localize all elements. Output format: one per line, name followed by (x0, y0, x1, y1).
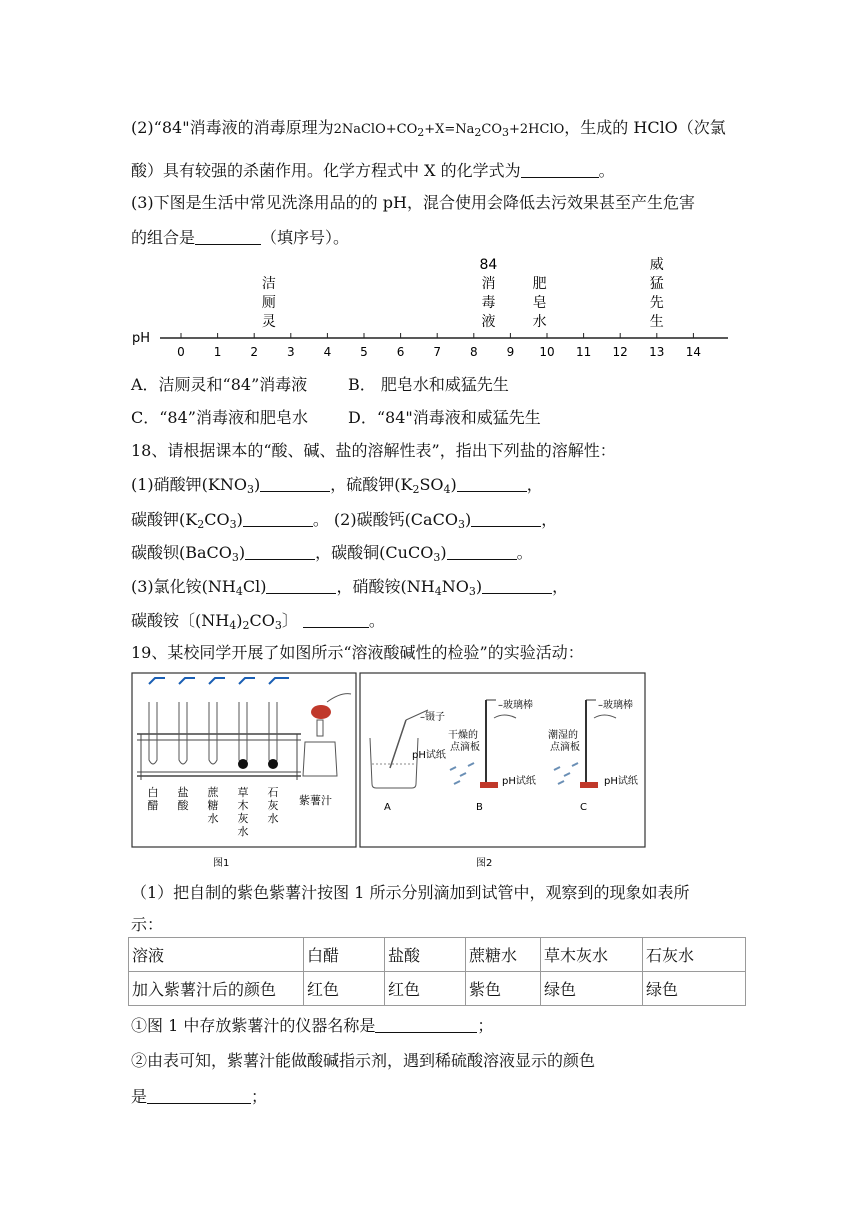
ph-tick-label: 8 (469, 345, 478, 359)
q18-line-4 (131, 574, 568, 598)
tube-label (268, 786, 279, 825)
q17-text: (2)“84"消毒液的消毒原理为 (131, 118, 334, 137)
option-a[interactable] (131, 372, 307, 395)
tube-label-char: 醋 (147, 799, 159, 812)
answer-blank[interactable] (521, 163, 599, 178)
q19-text: ②由表可知，紫薯汁能做酸碱指示剂，遇到稀硫酸溶液显示的颜色 (131, 1051, 596, 1070)
q18-text: 〕 (281, 611, 298, 630)
q18-text: NO (441, 577, 469, 596)
table-cell: 绿色 (643, 972, 746, 1006)
table-row-header (129, 938, 746, 972)
q18-line-3 (131, 540, 533, 564)
figure-2-caption: 图2 (476, 858, 493, 869)
option-d-label: D．“84"消毒液和威猛先生 (348, 408, 541, 427)
q19-sub-2b (131, 1084, 267, 1107)
q18-sub: 3 (229, 518, 237, 531)
ph-marker-char: 洁 (261, 276, 276, 292)
table-cell: 盐酸 (385, 938, 466, 972)
ph-tick-label: 10 (539, 345, 555, 359)
q18-text: ) (440, 543, 447, 562)
q18-sub: 3 (468, 585, 476, 598)
part-a-label: A (384, 802, 391, 813)
q18-sub: 4 (434, 585, 442, 598)
table-cell: 红色 (304, 972, 385, 1006)
tube-label-char: 白 (147, 786, 159, 799)
q18-sub: 4 (235, 585, 243, 598)
q18-text: Cl) (242, 577, 267, 596)
q18-text: ，硝酸铵(NH (336, 577, 435, 596)
ph-marker-char: 消 (481, 276, 496, 292)
ph-tick-label: 7 (433, 345, 442, 359)
q18-text: ) (253, 475, 261, 494)
q18-line-1 (131, 472, 543, 496)
ph-tick-label: 13 (649, 345, 665, 359)
q18-sub: 2 (242, 619, 250, 632)
ph-marker-char: 生 (649, 314, 664, 330)
q18-text: ) (236, 510, 243, 529)
q19-text: 是 (131, 1087, 148, 1106)
answer-blank[interactable] (471, 512, 541, 527)
figure-2 (358, 672, 648, 872)
tube-label-char: 盐 (177, 786, 189, 799)
table-cell: 溶液 (129, 938, 304, 972)
ph-marker-char: 威 (649, 257, 664, 273)
ph-tick-label: 1 (213, 345, 222, 359)
q17-text: ，生成的 HClO（次氯 (564, 118, 726, 137)
q18-text: (1)硝酸钾(KNO (131, 475, 247, 494)
tube-label-char: 灰 (267, 799, 279, 812)
table-cell: 加入紫薯汁后的颜色 (129, 972, 304, 1006)
q18-line-2 (131, 507, 557, 531)
q18-text: ， (552, 577, 569, 596)
dry-plate-label-2: 点滴板 (450, 742, 480, 753)
option-d[interactable] (348, 405, 541, 428)
ph-tick-label: 3 (286, 345, 295, 359)
option-b-label: B． 肥皂水和威猛先生 (348, 375, 509, 394)
ph-tick-label: 9 (506, 345, 515, 359)
answer-blank[interactable] (260, 477, 330, 492)
tube-label (208, 785, 220, 825)
part-c-label: C (580, 802, 587, 813)
q18-title (131, 438, 616, 461)
ph-marker-char: 先 (649, 295, 664, 311)
figure-1 (131, 672, 361, 872)
q18-text: 。 (368, 611, 385, 630)
color-table (128, 937, 746, 1006)
ph-tick-label: 6 (396, 345, 405, 359)
q18-text: ) (475, 577, 483, 596)
q18-text: 。 (516, 543, 533, 562)
ph-marker-char: 肥 (532, 276, 547, 292)
q17-line-5 (131, 225, 349, 248)
answer-blank[interactable] (243, 512, 313, 527)
answer-blank[interactable] (303, 613, 369, 628)
tube-label-char: 石 (267, 786, 279, 799)
figure-1-caption: 图1 (213, 858, 230, 869)
eq-part: CO (481, 122, 503, 137)
tube-label-char: 酸 (177, 799, 189, 812)
wet-plate-label-2: 点滴板 (550, 742, 580, 753)
q17-line-4 (131, 190, 695, 213)
eq-part: 2NaClO+CO (333, 122, 418, 137)
ph-marker (533, 276, 547, 330)
q19-title-text: 19、某校同学开展了如图所示“溶液酸碱性的检验”的实验活动： (131, 643, 584, 662)
table-cell: 蔗糖水 (466, 938, 541, 972)
tube-label-char: 水 (267, 812, 279, 825)
ph-marker-char: 毒 (481, 295, 496, 311)
q18-sub: 2 (412, 483, 420, 496)
ph-tick-label: 12 (612, 345, 628, 359)
tweezers-label: –镊子 (420, 712, 445, 723)
ph-axis-label: pH (132, 331, 151, 346)
eq-sub: 2 (417, 126, 425, 139)
q18-sub: 4 (229, 619, 237, 632)
q19-text: 示： (131, 915, 164, 934)
q18-sub: 4 (443, 483, 451, 496)
answer-blank[interactable] (195, 230, 261, 245)
answer-blank[interactable] (457, 477, 527, 492)
q18-text: ) (450, 475, 457, 494)
q19-title (131, 640, 584, 663)
q17-line-2 (131, 115, 726, 139)
ph-marker (650, 256, 664, 330)
q18-text: CO (249, 611, 275, 630)
ph-marker-char: 液 (481, 314, 496, 330)
table-cell: 石灰水 (643, 938, 746, 972)
answer-blank[interactable] (147, 1089, 251, 1104)
table-cell: 草木灰水 (541, 938, 643, 972)
equation (334, 122, 565, 137)
q17-text: 。 (598, 161, 615, 180)
answer-blank[interactable] (482, 579, 552, 594)
ph-scale-figure (0, 255, 860, 365)
ph-marker-char: 猛 (649, 276, 664, 292)
q18-text: ， (526, 475, 543, 494)
option-a-label: A．洁厕灵和“84”消毒液 (131, 375, 308, 394)
q18-text: CO (204, 510, 230, 529)
answer-blank[interactable] (245, 545, 315, 560)
ph-marker-char: 84 (479, 257, 498, 273)
eq-sub: 2 (474, 126, 482, 139)
q18-text: (3)氯化铵(NH (131, 577, 236, 596)
ph-tick-label: 11 (575, 345, 592, 359)
q17-text: 酸）具有较强的杀菌作用。化学方程式中 X 的化学式为 (131, 161, 521, 180)
q17-text: （填序号）。 (261, 228, 350, 247)
q19-text: ； (251, 1087, 268, 1106)
tube-label (148, 786, 159, 812)
q17-line-3 (131, 158, 615, 181)
table-cell: 紫色 (466, 972, 541, 1006)
ph-marker-char: 厕 (261, 295, 276, 311)
q18-text: 碳酸铵〔(NH (131, 611, 230, 630)
q17-text: (3)下图是生活中常见洗涤用品的的 pH，混合使用会降低去污效果甚至产生危害 (131, 193, 695, 212)
q19-p1-b (131, 912, 163, 935)
ph-ticks (177, 333, 701, 359)
ph-paper-label-a: pH试纸 (412, 750, 446, 761)
ph-tick-label: 4 (323, 345, 332, 359)
q19-text: ①图 1 中存放紫薯汁的仪器名称是 (131, 1016, 376, 1035)
q18-sub: 3 (274, 619, 282, 632)
q18-text: 。 (2)碳酸钙(CaCO (312, 510, 458, 529)
ph-paper-label-b: pH试纸 (502, 776, 536, 787)
q19-sub-1 (131, 1013, 493, 1036)
q18-sub: 3 (231, 551, 239, 564)
option-b[interactable] (348, 372, 509, 395)
table-cell: 红色 (385, 972, 466, 1006)
q19-text: （1）把自制的紫色紫薯汁按图 1 所示分别滴加到试管中，观察到的现象如表所 (131, 883, 690, 902)
tube-label (238, 785, 249, 838)
ph-marker-char: 皂 (532, 295, 547, 311)
tube-label-char: 糖 (207, 799, 219, 812)
ph-paper-label-c: pH试纸 (604, 776, 638, 787)
eq-part: +X=Na (424, 122, 475, 137)
ph-tick-label: 0 (177, 345, 185, 359)
q18-text: ，硫酸钾(K (330, 475, 413, 494)
ph-tick-label: 14 (685, 345, 702, 359)
tube-label-char: 蔗 (207, 786, 219, 799)
table-cell: 绿色 (541, 972, 643, 1006)
q18-sub: 2 (197, 518, 205, 531)
ph-tick-label: 2 (250, 345, 259, 359)
ph-marker (480, 257, 498, 330)
option-c[interactable] (131, 405, 308, 428)
q18-text: ) (238, 543, 246, 562)
glass-rod-label-b: –玻璃棒 (498, 700, 533, 711)
q18-sub: 3 (433, 551, 441, 564)
tube-label-char: 木 (237, 799, 249, 812)
wet-plate-label-1: 潮湿的 (548, 730, 578, 741)
q18-text: ) (236, 611, 243, 630)
answer-blank[interactable] (375, 1018, 477, 1033)
table-cell: 白醋 (304, 938, 385, 972)
q18-line-5 (131, 608, 385, 632)
glass-rod-label-c: –玻璃棒 (598, 700, 633, 711)
ph-marker-char: 灵 (261, 314, 276, 330)
tube-label (178, 785, 190, 812)
q18-text: ，碳酸铜(CuCO (315, 543, 434, 562)
q18-text: ， (541, 510, 558, 529)
q17-text: 的组合是 (131, 228, 196, 247)
tube-label-char: 草 (237, 786, 249, 799)
eq-part: +2HClO (509, 122, 565, 137)
q18-sub: 3 (246, 483, 254, 496)
q18-text: 碳酸钾(K (131, 510, 198, 529)
ph-markers (262, 256, 664, 330)
eq-sub: 3 (502, 126, 510, 139)
q18-text: SO (419, 475, 444, 494)
tube-label-char: 水 (237, 825, 249, 838)
q18-title-text: 18、请根据课本的“酸、碱、盐的溶解性表”，指出下列盐的溶解性： (131, 441, 616, 460)
q18-text: 碳酸钡(BaCO (131, 543, 232, 562)
q18-text: ) (464, 510, 472, 529)
part-b-label: B (476, 802, 483, 813)
table-row (129, 972, 746, 1006)
option-c-label: C．“84”消毒液和肥皂水 (131, 408, 308, 427)
q18-sub: 3 (457, 518, 465, 531)
ph-marker (262, 275, 276, 330)
bottle-label: 紫薯汁 (299, 794, 332, 807)
q19-text: ； (477, 1016, 494, 1035)
ph-tick-label: 5 (360, 345, 368, 359)
q19-p1-a (131, 880, 690, 903)
answer-blank[interactable] (266, 579, 336, 594)
dry-plate-label-1: 干燥的 (448, 730, 478, 741)
answer-blank[interactable] (447, 545, 517, 560)
tube-label-char: 水 (207, 812, 219, 825)
ph-marker-char: 水 (532, 314, 547, 330)
tube-label-char: 灰 (237, 812, 249, 825)
q19-sub-2 (131, 1048, 595, 1071)
